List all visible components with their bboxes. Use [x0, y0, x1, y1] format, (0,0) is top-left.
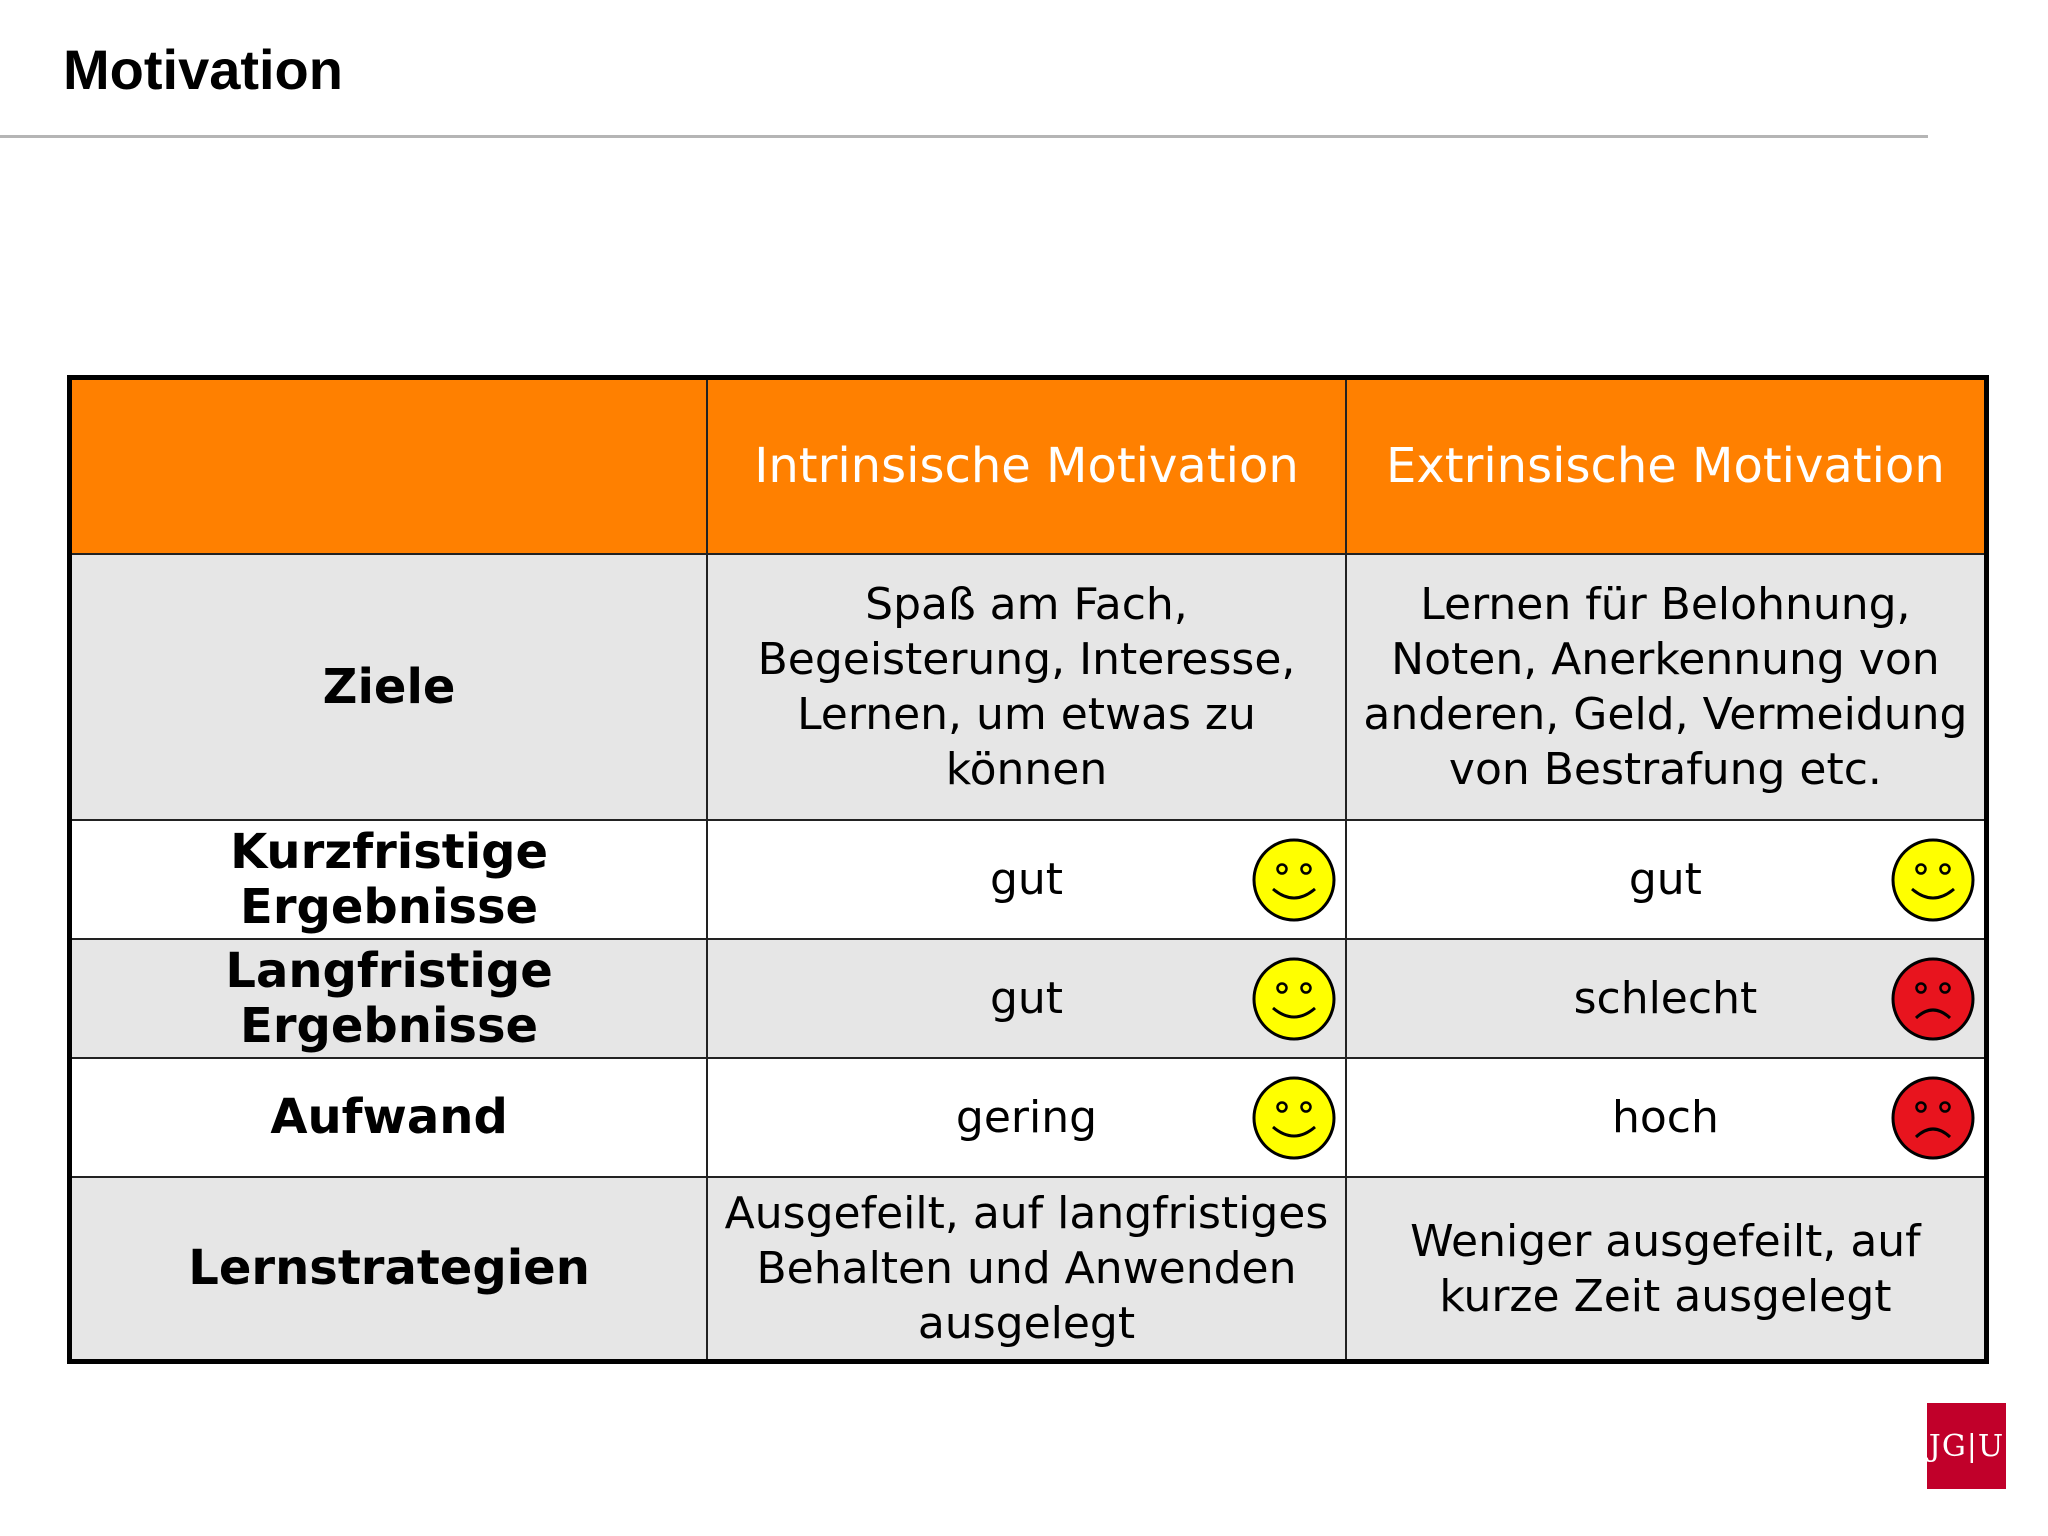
row-label-ziele: Ziele [70, 554, 708, 820]
cell-aufwand-intrinsic [707, 1058, 1346, 1177]
cell-ziele-extrinsic: Lernen für Belohnung, Noten, Anerkennung von anderen, Geld, Vermeidung von Bestrafung etc. [1346, 554, 1987, 820]
rating-text: gut [1628, 854, 1702, 905]
rating-text: gut [989, 973, 1064, 1024]
motivation-comparison-table [67, 375, 1989, 1364]
cell-langfristig-extrinsic [1346, 939, 1987, 1058]
rating-text: schlecht [1573, 973, 1758, 1024]
header-extrinsic: Extrinsische Motivation [1346, 378, 1987, 555]
happy-face-icon [1251, 837, 1337, 923]
slide-title: Motivation [63, 38, 343, 101]
happy-face-icon [1251, 1075, 1337, 1161]
table-row [70, 939, 1987, 1058]
header-intrinsic: Intrinsische Motivation [707, 378, 1346, 555]
row-label-lernstrategien: Lernstrategien [70, 1177, 708, 1362]
happy-face-icon [1251, 956, 1337, 1042]
table-row [70, 1177, 1987, 1362]
logo-text: JG|U [1928, 1428, 2005, 1464]
cell-langfristig-intrinsic [707, 939, 1346, 1058]
cell-aufwand-extrinsic [1346, 1058, 1987, 1177]
header-corner-cell [70, 378, 708, 555]
cell-kurzfristig-intrinsic [707, 820, 1346, 939]
table-header-row [70, 378, 1987, 555]
row-label-aufwand: Aufwand [70, 1058, 708, 1177]
row-label-langfristig: Langfristige Ergebnisse [70, 939, 708, 1058]
table-row [70, 820, 1987, 939]
cell-lernstrategien-extrinsic: Weniger ausgefeilt, auf kurze Zeit ausgelegt [1346, 1177, 1987, 1362]
happy-face-icon [1890, 837, 1976, 923]
cell-ziele-intrinsic: Spaß am Fach, Begeisterung, Interesse, Lernen, um etwas zu können [707, 554, 1346, 820]
rating-text: gut [989, 854, 1064, 905]
table-row [70, 554, 1987, 820]
cell-kurzfristig-extrinsic [1346, 820, 1987, 939]
row-label-kurzfristig: Kurzfristige Ergebnisse [70, 820, 708, 939]
title-divider [0, 135, 1928, 138]
rating-text: hoch [1611, 1092, 1719, 1143]
table-row [70, 1058, 1987, 1177]
jgu-logo [1927, 1403, 2006, 1489]
rating-text: gering [955, 1092, 1098, 1143]
sad-face-icon [1890, 956, 1976, 1042]
sad-face-icon [1890, 1075, 1976, 1161]
cell-lernstrategien-intrinsic: Ausgefeilt, auf langfristiges Behalten und Anwenden ausgelegt [707, 1177, 1346, 1362]
